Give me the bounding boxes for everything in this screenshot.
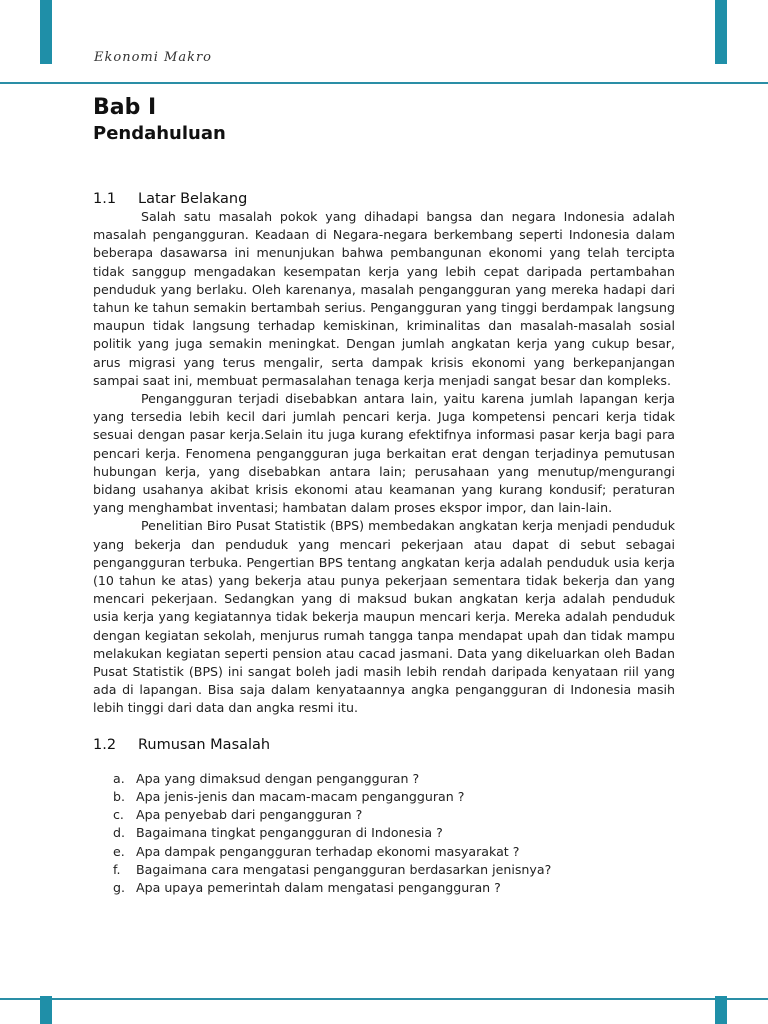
list-item [93,879,675,897]
running-header: Ekonomi Makro [94,50,212,65]
page-content [93,94,675,897]
list-letter: c. [113,807,124,823]
section-title: Latar Belakang [138,191,248,207]
bottom-right-accent-bar [715,996,727,1024]
list-letter: d. [113,825,125,841]
section-heading-latar-belakang [93,190,675,208]
list-letter: b. [113,788,125,804]
list-text: Apa dampak pengangguran terhadap ekonomi masyarakat ? [136,843,520,859]
list-letter: e. [113,843,125,859]
section-number: 1.2 [93,736,117,753]
list-item [93,843,675,861]
section-title: Rumusan Masalah [138,736,271,753]
list-text: Bagaimana cara mengatasi pengangguran berdasarkan jenisnya? [136,861,552,877]
question-list [93,770,675,897]
list-item [93,770,675,788]
top-right-accent-bar [715,0,727,64]
paragraph: Salah satu masalah pokok yang dihadapi bangsa dan negara Indonesia adalah masalah pengangguran. Keadaan di Negara-negara berkembang seperti Indonesia dalam beberapa dasawarsa ini menunjukan bahwa pembangunan ekonomi yang telah tercipta tidak sanggup mengadakan kesempatan kerja yang lebih cepat daripada pertambahan penduduk yang berlaku. Oleh karenanya, masalah pengangguran yang mereka hadapi dari tahun ke tahun semakin bertambah serius. Pengangguran yang tinggi berdampak langsung maupun tidak langsung terhadap kemiskinan, kriminalitas dan masalah-masalah sosial politik yang juga semakin meningkat. Dengan jumlah angkatan kerja yang cukup besar, arus migrasi yang terus mengalir, serta dampak krisis ekonomi yang berkepanjangan sampai saat ini, membuat permasalahan tenaga kerja menjadi sangat besar dan kompleks. [93,209,675,388]
list-item [93,861,675,879]
chapter-number: Bab I [93,95,157,120]
list-item [93,806,675,824]
list-text: Apa jenis-jenis dan macam-macam pengangguran ? [136,788,465,804]
top-left-accent-bar [40,0,52,64]
list-text: Bagaimana tingkat pengangguran di Indonesia ? [136,825,443,841]
bottom-left-accent-bar [40,996,52,1024]
paragraph: Pengangguran terjadi disebabkan antara lain, yaitu karena jumlah lapangan kerja yang tersedia lebih kecil dari jumlah pencari kerja. Juga kompetensi pencari kerja tidak sesuai dengan pasar kerja.Selain itu juga kurang efektifnya informasi pasar kerja bagi para pencari kerja. Fenomena pengangguran juga berkaitan erat dengan terjadinya pemutusan hubungan kerja, yang disebabkan antara lain; perusahaan yang menutup/mengurangi bidang usahanya akibat krisis ekonomi atau keamanan yang kurang kondusif; peraturan yang menghambat inventasi; hambatan dalam proses ekspor impor, dan lain-lain. [93,391,675,516]
list-item [93,824,675,842]
footer-rule [0,998,768,1000]
list-letter: g. [113,879,125,895]
chapter-title: Pendahuluan [93,123,226,144]
paragraph: Penelitian Biro Pusat Statistik (BPS) membedakan angkatan kerja menjadi penduduk yang bekerja dan penduduk yang mencari pekerjaan atau dapat di sebut sebagai pengangguran terbuka. Pengertian BPS tentang angkatan kerja adalah penduduk usia kerja (10 tahun ke atas) yang bekerja atau punya pekerjaan sementara tidak bekerja dan yang mencari pekerjaan. Sedangkan yang di maksud bukan angkatan kerja adalah penduduk usia kerja yang kegiatannya tidak bekerja maupun mencari kerja. Mereka adalah penduduk dengan kegiatan sekolah, menjurus rumah tangga tanpa mendapat upah dan tidak mampu melakukan kegiatan seperti pension atau cacad jasmani. Data yang dikeluarkan oleh Badan Pusat Statistik (BPS) ini sangat boleh jadi masih lebih rendah daripada kenyataan riil yang ada di lapangan. Bisa saja dalam kenyataannya angka pengangguran di Indonesia masih lebih tinggi dari data dan angka resmi itu. [93,518,675,716]
section-number: 1.1 [93,191,117,207]
list-text: Apa yang dimaksud dengan pengangguran ? [136,770,420,786]
header-rule [0,82,768,84]
list-letter: f. [113,861,121,877]
section-heading-rumusan-masalah [93,736,675,754]
list-text: Apa penyebab dari pengangguran ? [136,807,363,823]
list-item [93,788,675,806]
list-text: Apa upaya pemerintah dalam mengatasi pengangguran ? [136,879,501,895]
list-letter: a. [113,770,125,786]
